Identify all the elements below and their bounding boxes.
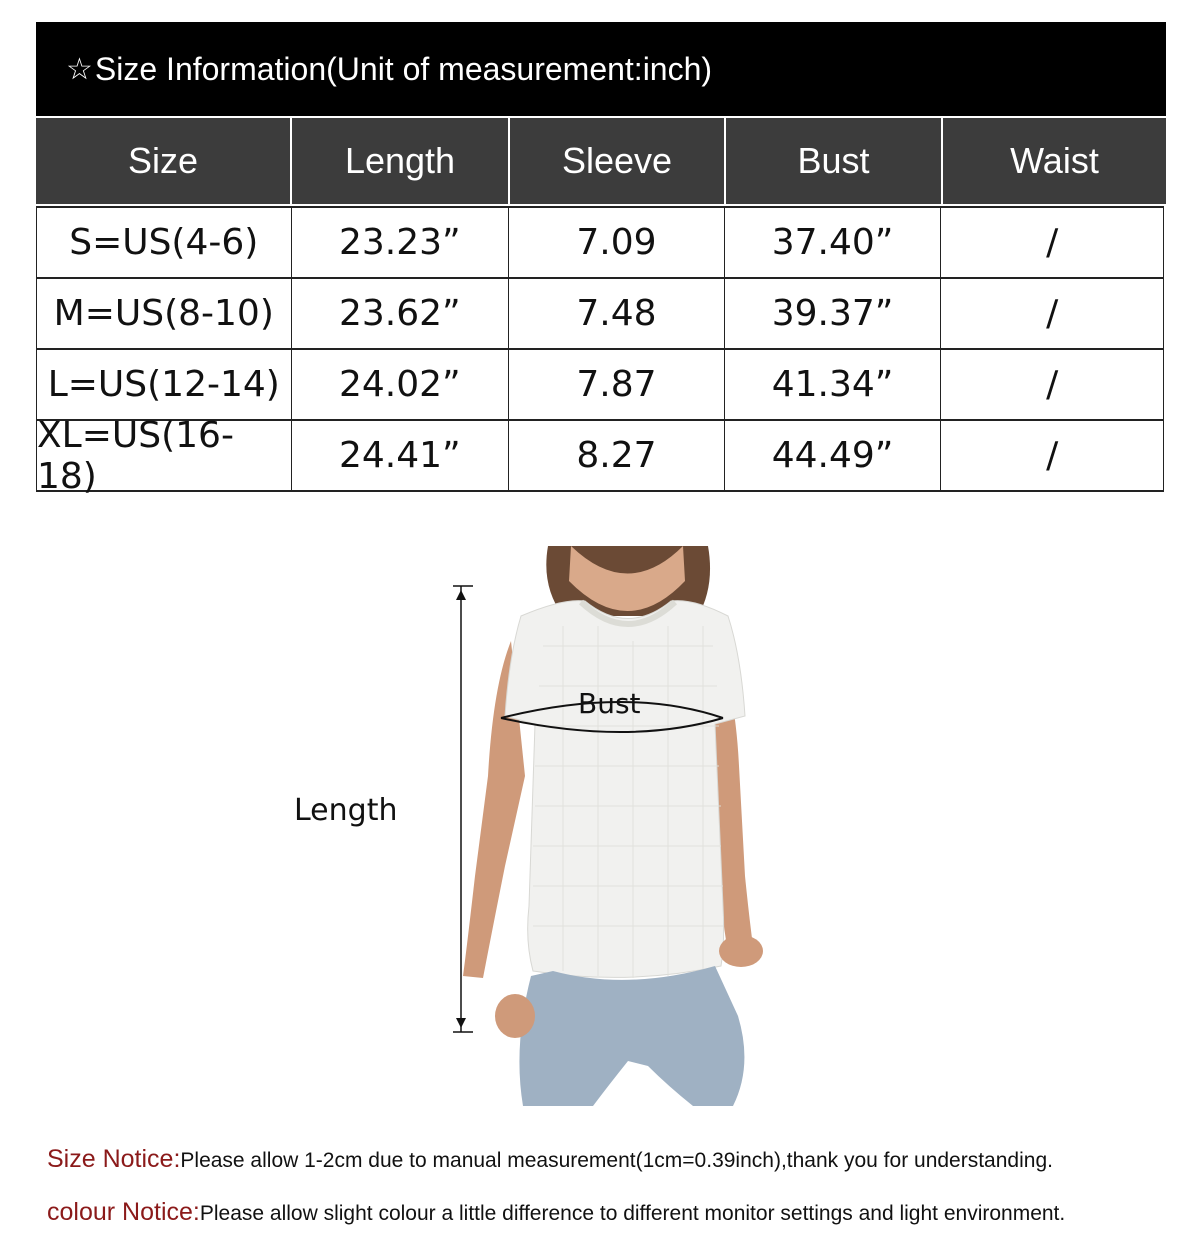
header-length: Length [292, 118, 510, 204]
size-cell: S=US(4-6) [36, 208, 292, 277]
table-row [36, 414, 1164, 497]
waist-cell: / [941, 421, 1164, 490]
size-info-title: Size Information(Unit of measurement:inch) [94, 50, 713, 87]
length-arrow-down-icon [456, 1018, 466, 1028]
size-table [36, 206, 1164, 497]
sleeve-cell: 7.48 [509, 279, 725, 348]
table-row [36, 279, 1164, 350]
bust-cell: 39.37” [725, 279, 942, 348]
length-cell: 24.02” [292, 350, 510, 419]
size-info-title-bar [36, 22, 1166, 116]
size-notice [47, 1145, 1053, 1174]
bust-cell: 44.49” [725, 421, 942, 490]
length-label: Length [294, 793, 398, 828]
waist-cell: / [941, 279, 1164, 348]
size-cell: L=US(12-14) [36, 350, 292, 419]
star-icon: ☆ [66, 51, 93, 87]
table-header-row [36, 118, 1166, 204]
header-sleeve: Sleeve [510, 118, 726, 204]
header-bust: Bust [726, 118, 943, 204]
size-notice-text: Please allow 1-2cm due to manual measurement(1cm=0.39inch),thank you for understanding. [180, 1149, 1053, 1172]
colour-notice-lead: colour Notice: [47, 1198, 200, 1226]
bust-cell: 41.34” [725, 350, 942, 419]
length-cell: 24.41” [292, 421, 510, 490]
header-waist: Waist [943, 118, 1166, 204]
size-cell: XL=US(16-18) [36, 421, 292, 490]
left-hand-shape [495, 994, 535, 1038]
length-cell: 23.23” [292, 208, 510, 277]
table-row [36, 350, 1164, 421]
sleeve-cell: 7.09 [509, 208, 725, 277]
length-cell: 23.62” [292, 279, 510, 348]
colour-notice [47, 1198, 1065, 1227]
length-arrow-up-icon [456, 590, 466, 600]
size-notice-lead: Size Notice: [47, 1145, 181, 1173]
model-photo [453, 546, 773, 1110]
shorts-shape [519, 966, 744, 1106]
waist-cell: / [941, 350, 1164, 419]
waist-cell: / [941, 208, 1164, 277]
bust-cell: 37.40” [725, 208, 942, 277]
size-cell: M=US(8-10) [36, 279, 292, 348]
header-size: Size [36, 118, 292, 204]
bust-label: Bust [578, 687, 641, 720]
sleeve-cell: 8.27 [509, 421, 725, 490]
shirt-shape [505, 601, 745, 978]
table-row [36, 208, 1164, 279]
colour-notice-text: Please allow slight colour a little difference to different monitor settings and light environment. [199, 1202, 1066, 1225]
sleeve-cell: 7.87 [509, 350, 725, 419]
right-hand-shape [719, 935, 763, 967]
